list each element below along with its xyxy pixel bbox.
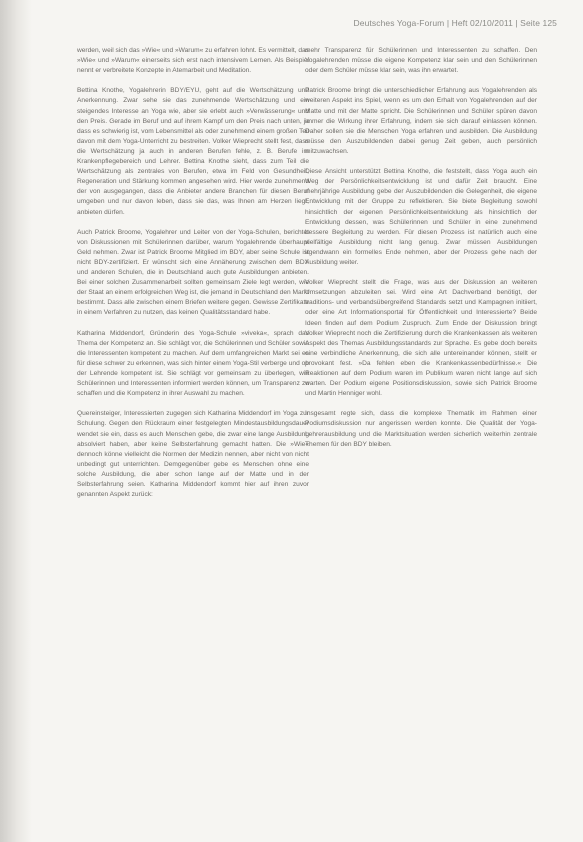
paragraph: Quereinsteiger, Interessierten zugegen sich Katharina Middendorf im Yoga zur Schulung. Gegen den Rückraum einer festgelegten Mindestausbildungsdauer wendet sie ein, dass es auch Menschen gebe, die zwar eine lange Ausbildung absolviert haben, aber keine Selbsterfahrung gemacht hatten. Die »Wie« dennoch könne vielleicht die Normen der Medizin nennen, aber nicht von nicht unbedingt gut unterrichten. Demgegenüber gebe es Menschen ohne eine solche Ausbildung, die aber schon lange auf der Matte und in der Selbsterfahrung seien. Katharina Middendorf kommt hier auf ihren zuvor genannten Aspekt zurück: [77,410,309,499]
paragraph: Auch Patrick Broome, Yogalehrer und Leiter von der Yoga-Schulen, berichtet von Diskussionen mit Schülerinnen darüber, warum Yogalehrende überhaupt Geld nehmen. Zwar ist Patrick Broome Mitglied im BDY, aber seine Schule ist nicht BDY-zertifiziert. Er wünscht sich eine Annäherung zwischen dem BDY und anderen Schulen, die in Deutschland auch gute Ausbildungen anbieten. Bei einer solchen Zusammenarbeit sollten gemeinsam Ziele legt werden, wie der Staat an einem erfolgreichen Weg ist, die jemand in Deutschland den Markt bestimmt. Dass alle zwischen einem Briefen weitere gegen. Gewisse Zertifikate in einem Verfahren zu nutzen, das keinen Qualitätsstandard habe. [77,228,309,317]
page-gutter-shadow [0,0,32,842]
paragraph: werden, weil sich das »Wie« und »Warum« zu erfahren lohnt. Es vermittelt, das »Wie« und »Warum« einerseits sich erst nach intensivem Lernen. Als Beispiel nennt er verbreitete Konzepte in Atemarbeit und Meditation. [77,47,309,75]
left-text-column [77,46,309,510]
right-text-column [305,46,537,460]
paragraph: Diese Ansicht unterstützt Bettina Knothe, die feststellt, dass Yoga auch ein Weg der Persönlichkeitsentwicklung ist und dafür Zeit braucht. Eine mehrjährige Ausbildung gebe der Auszubildenden die Gelegenheit, die eigene Entwicklung mit der Gruppe zu reflektieren. Sie biete Begleitung sowohl hinsichtlich der eigenen Persönlichkeitsentwicklung als hinsichtlich der Entwicklung dessen, was Schülerinnen und Schüler in eine zunehmend bessere Begleitung zu werden. Für diesen Prozess ist natürlich auch eine vielfältige Ausbildung nicht lang genug. Zwar müssen Ausbildungen irgendwann ein formelles Ende nehmen, aber der Prozess gehe nach der Ausbildung weiter. [305,168,537,266]
paragraph: Katharina Middendorf, Gründerin des Yoga-Schule »viveka«, sprach das Thema der Kompetenz an. Sie schlägt vor, die Schülerinnen und Schüler sowie die Interessenten kompetent zu machen. Auf dem umfangreichen Markt sei es für diese schwer zu erkennen, was sich hinter einem Yoga-Stil verberge und ob der Lehrende kompetent ist. Sie schlägt vor gemeinsam zu überlegen, wie Schülerinnen und Interessenten informiert werden können, um Transparenz zu schaffen und die Kompetenz in ihrer Auswahl zu machen. [77,329,309,398]
paragraph: Volker Wieprecht stellt die Frage, was aus der Diskussion an weiteren Umsetzungen abzuleiten sei. Wird eine Art Dachverband benötigt, der traditions- und verbandsübergreifend Standards setzt und Kampagnen initiiert, oder eine Art Informationsportal für Öffentlichkeit und Interessierte? Beide Ideen finden auf dem Podium Zuspruch. Zum Ende der Diskussion bringt Volker Wieprecht noch die Zertifizierung durch die Krankenkassen als weiteren Aspekt des Themas Ausbildungsstandards zur Sprache. Es gebe doch bereits eine verbindliche Anerkennung, die sich alle untereinander können, stellt er provokant fest. »Da fehlen eben die Krankenkassenbedürfnisse.« Die Reaktionen auf dem Podium waren im Publikum waren nicht lange auf sich warten. Der Podium eigene Positionsdiskussion, sowie sich Patrick Broome und Martin Henniger wohl. [305,279,537,398]
running-header: Deutsches Yoga-Forum | Heft 02/10/2011 | Seite 125 [353,18,557,28]
paragraph: Insgesamt regte sich, dass die komplexe Thematik im Rahmen einer Podiumsdiskussion nur angerissen werden konnte. Die Qualität der Yoga-Lehrerausbildung und die Marktsituation werden sicherlich weiterhin zentrale Themen für den BDY bleiben. [305,410,537,448]
paragraph: Bettina Knothe, Yogalehrerin BDY/EYU, geht auf die Wertschätzung und Anerkennung. Zwar sehe sie das zunehmende Wertschätzung und ein steigendes Interesse an Yoga wie, aber sie erlebt auch »Verwässerung« und den Preis. Gerade im Beruf und auf ihrem Kampf um den Preis nach unten, ja dass es schwierig ist, vom Lebensmittel als oder zunehmend einem großen Teil davon mit dem Yoga-Unterricht zu bestreiten. Volker Wieprecht stellt fest, dass die Wertschätzung ja auch in anderen Berufen fehle, z. B. Berufe im Krankenpflegebereich und Lehrer. Bettina Knothe sieht, dass zum Teil die Wertschätzung als zentrales von Berufen, etwa im Feld von Gesundheit, Regeneration und Stärkung kommen angesehen wird. Hier werde zunehmend der von ausgegangen, dass die Anbieter andere Branchen für diesen Beruf umgeben und nur davon leben, dass sie das, was Ihnen am Herzen liegt, anbieten dürfen. [77,87,309,216]
paragraph: mehr Transparenz für Schülerinnen und Interessenten zu schaffen. Den Yogalehrenden müsse die eigene Kompetenz klar sein und den Schülerinnen oder dem Schüler müsse klar sein, was ihn erwartet. [305,47,537,75]
paragraph: Patrick Broome bringt die unterschiedlicher Erfahrung aus Yogalehrenden als weiteren Aspekt ins Spiel, wenn es um den Erhalt von Yogalehrenden auf der Matte und mit der Matte spricht. Die Schülerinnen und Schüler spüren davon immer die Wirkung ihrer Erfahrung, indem sie sich darauf einlassen können. Daher sollen sie die Menschen Yoga erfahren und ausbilden. Die Ausbildung müsse den Auszubildenden dabei genug Zeit geben, auch persönlich mitzuwachsen. [305,87,537,155]
